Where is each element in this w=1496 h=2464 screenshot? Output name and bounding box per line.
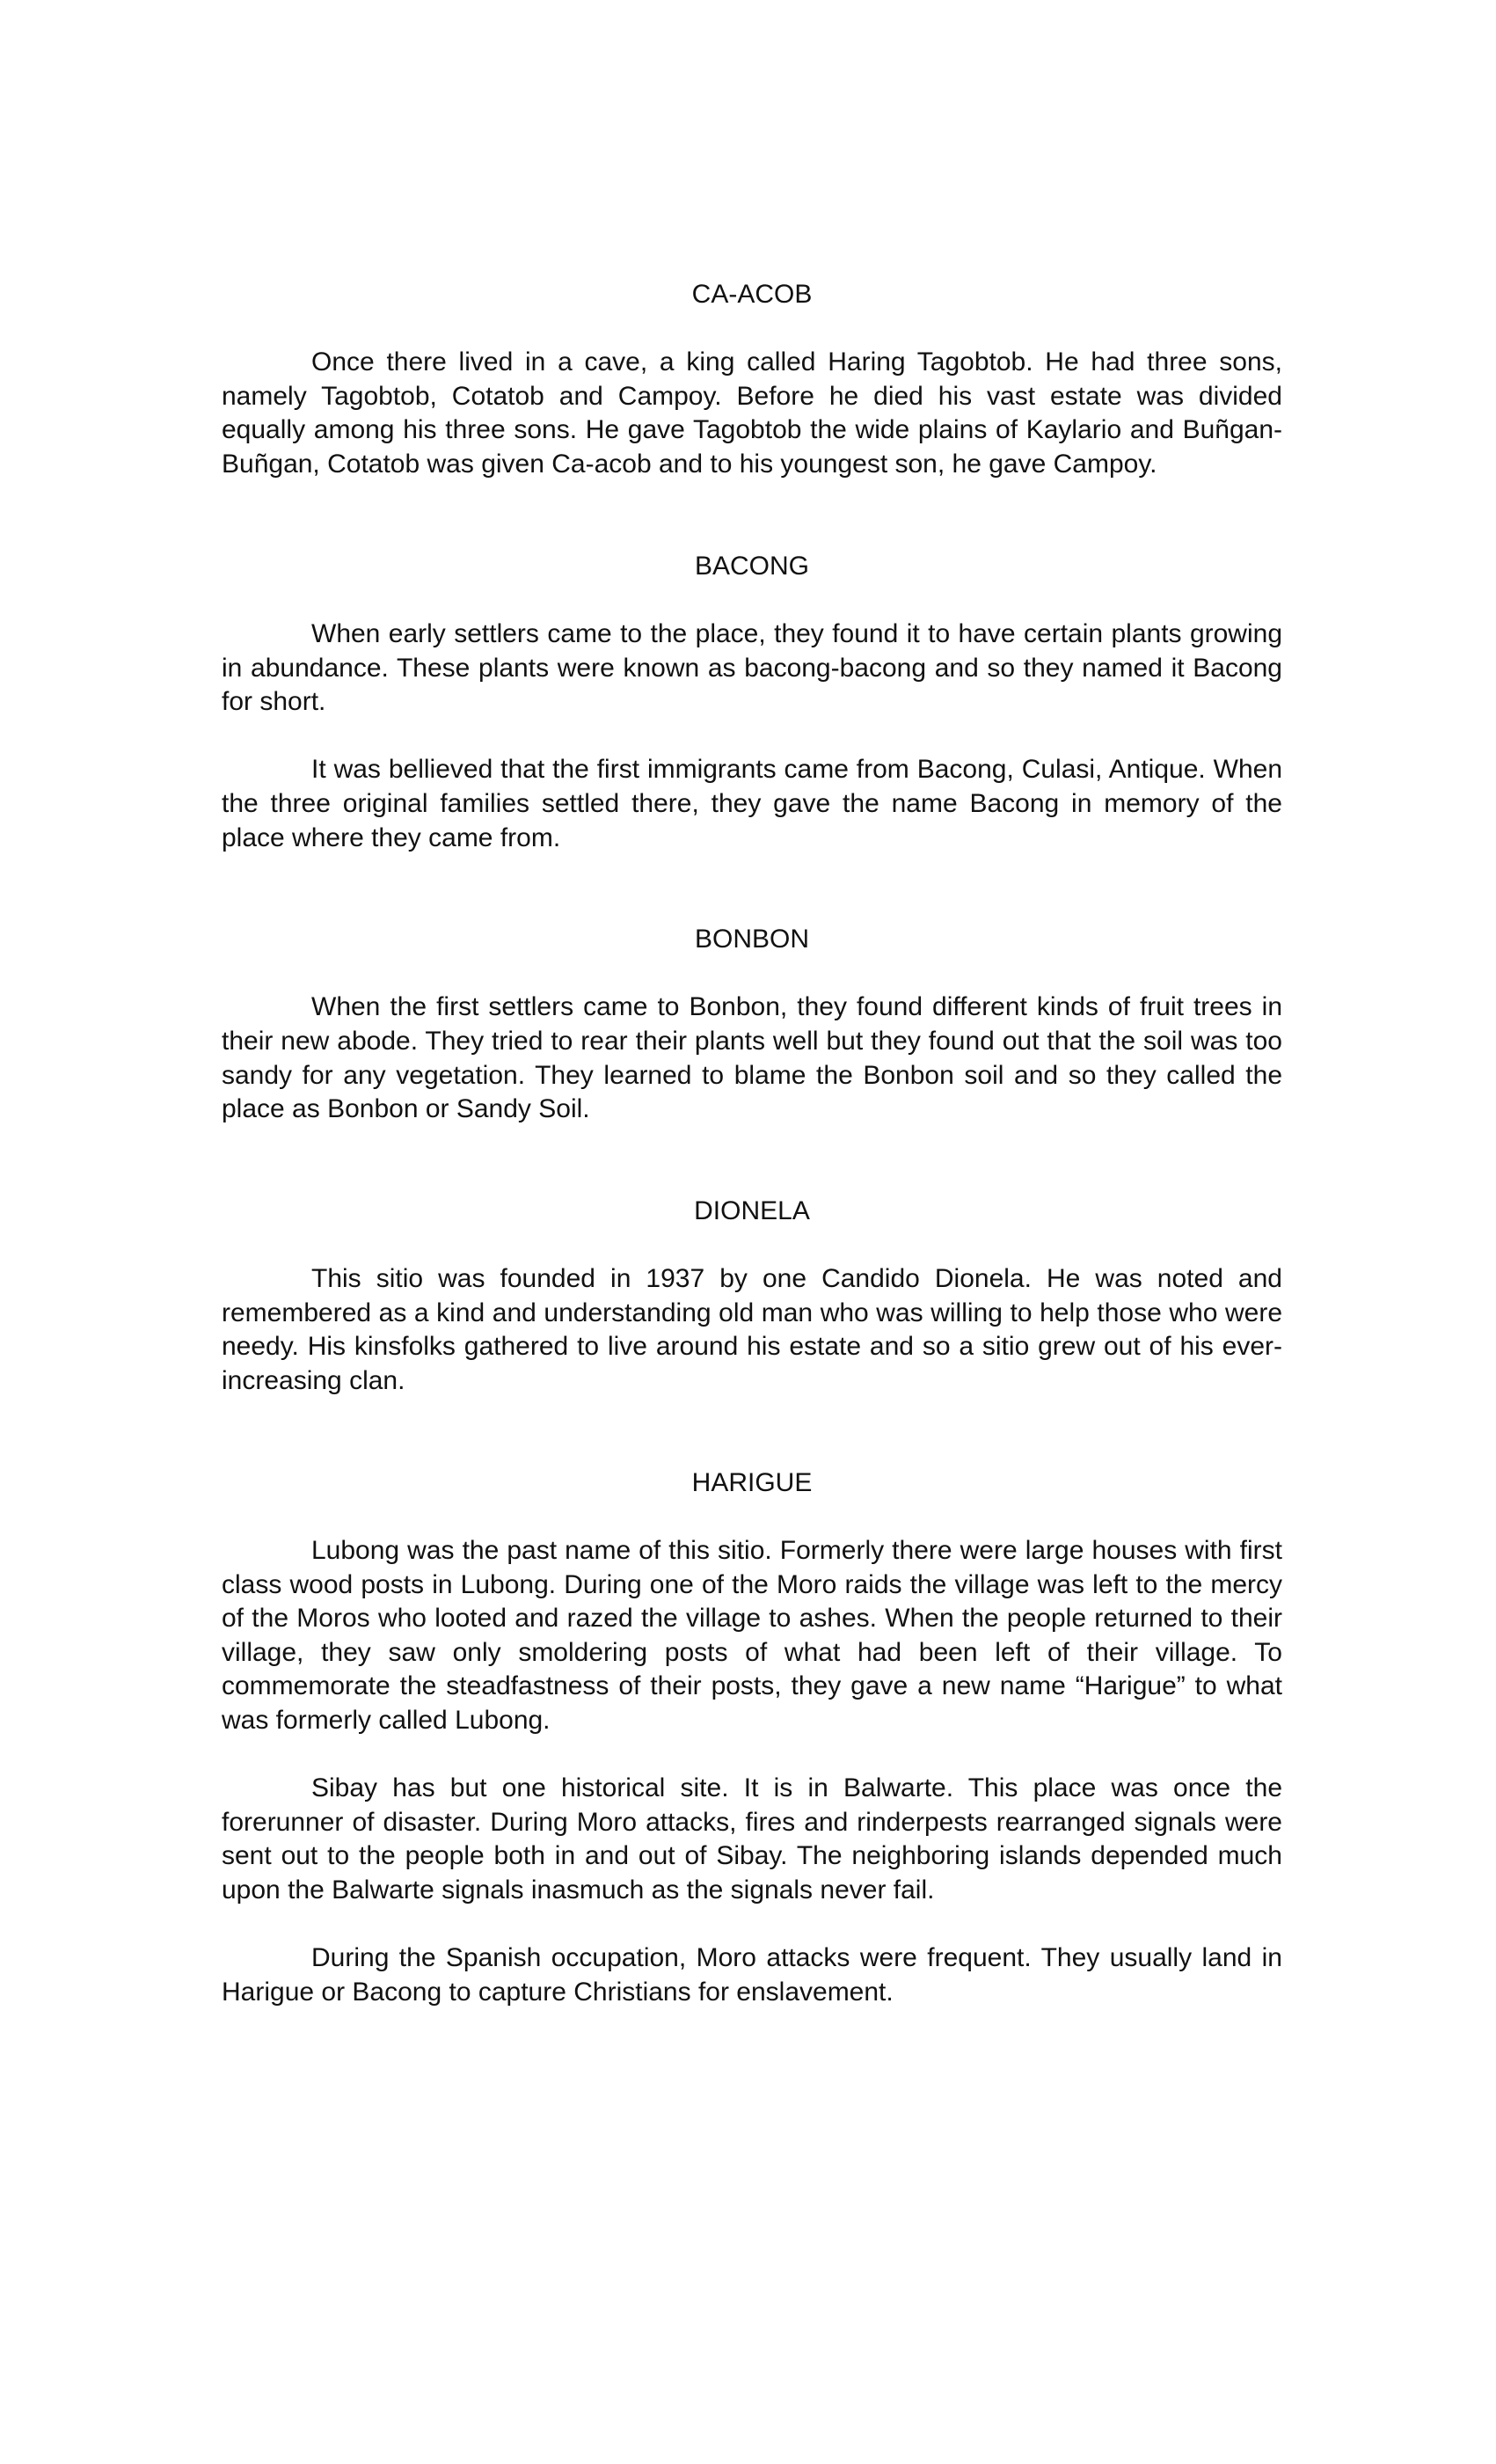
document-body <box>222 278 1282 2009</box>
paragraph: Sibay has but one historical site. It is in Balwarte. This place was once the forerunner of disaster. During Moro attacks, fires and rinderpests rearranged signals were sent out to the people both in and out of Sibay. The neighboring islands depended much upon the Balwarte signals inasmuch as the signals never fail. <box>222 1773 1282 1905</box>
section-bacong <box>222 550 1282 855</box>
section-title: CA-ACOB <box>691 280 813 309</box>
paragraph: This sitio was founded in 1937 by one Candido Dionela. He was noted and remembered as a kind and understanding old man who was willing to help those who were needy. His kinsfolks gathered to live around his estate and so a sitio grew out of his ever-increasing clan. <box>222 1264 1282 1395</box>
section-dionela <box>222 1195 1282 1399</box>
section-ca-acob <box>222 278 1282 482</box>
paragraph: Lubong was the past name of this sitio. Formerly there were large houses with first class wood posts in Lubong. During one of the Moro raids the village was left to the mercy of the Moros who looted and razed the village to ashes. When the people returned to their village, they saw only smoldering posts of what had been left of their village. To commemorate the steadfastness of their posts, they gave a new name “Harigue” to what was formerly called Lubong. <box>222 1535 1282 1735</box>
paragraph: It was bellieved that the first immigrants came from Bacong, Culasi, Antique. When the three original families settled there, they gave the name Bacong in memory of the place where they came from. <box>222 755 1282 852</box>
section-title: HARIGUE <box>691 1467 813 1497</box>
paragraph: During the Spanish occupation, Moro attacks were frequent. They usually land in Harigue or Bacong to capture Christians for enslavement. <box>222 1943 1282 2007</box>
paragraph: When early settlers came to the place, they found it to have certain plants growing in abundance. These plants were known as bacong-bacong and so they named it Bacong for short. <box>222 618 1282 717</box>
paragraph: Once there lived in a cave, a king called Haring Tagobtob. He had three sons, namely Tagobtob, Cotatob and Campoy. Before he died his vast estate was divided equally among his three sons. He gave Tagobtob the wide plains of Kaylario and Buñgan-Buñgan, Cotatob was given Ca-acob and to his youngest son, he gave Campoy. <box>222 347 1282 479</box>
section-title: BACONG <box>694 551 810 581</box>
paragraph: When the first settlers came to Bonbon, they found different kinds of fruit trees in their new abode. They tried to rear their plants well but they found out that the soil was too sandy for any vegetation. They learned to blame the Bonbon soil and so they called the place as Bonbon or Sandy Soil. <box>222 992 1282 1124</box>
section-bonbon <box>222 923 1282 1127</box>
section-title: BONBON <box>694 925 810 954</box>
section-harigue <box>222 1466 1282 2010</box>
section-title: DIONELA <box>694 1196 810 1226</box>
